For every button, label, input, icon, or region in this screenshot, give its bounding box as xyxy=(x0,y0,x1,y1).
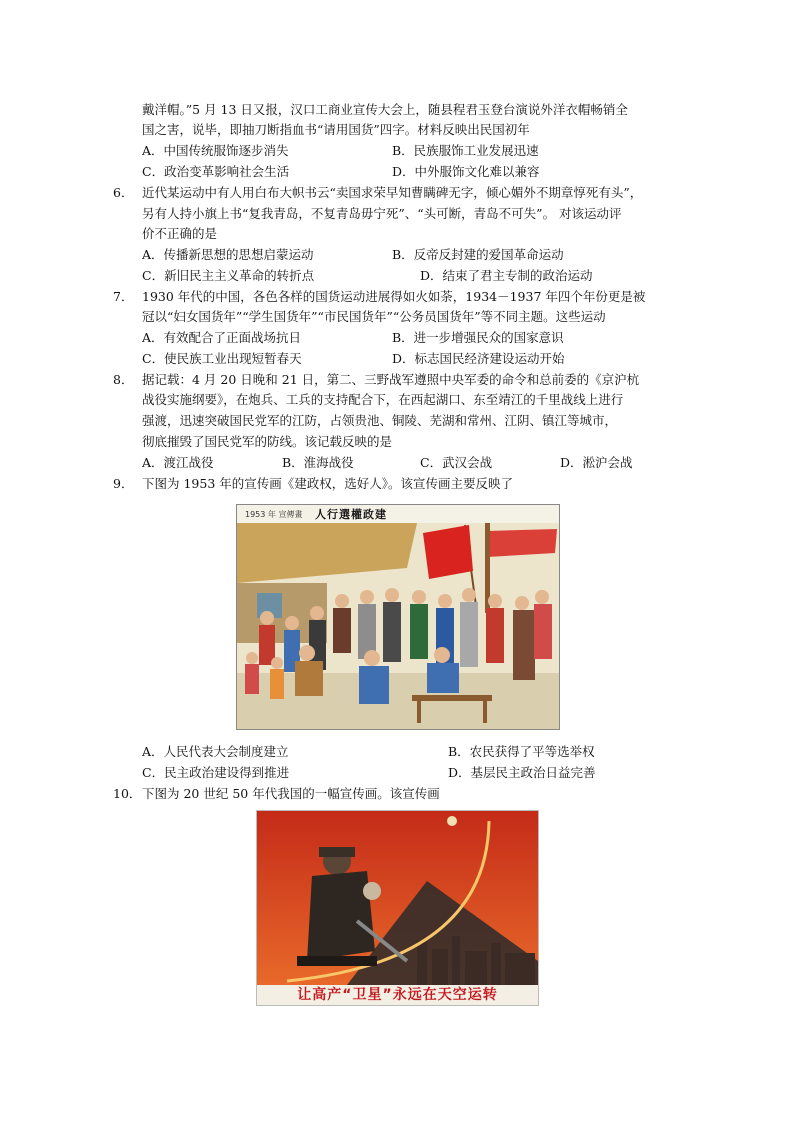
q5-option-b: B．民族服饰工业发展迅速 xyxy=(392,143,539,158)
q6-option-b: B．反帝反封建的爱国革命运动 xyxy=(392,247,564,262)
q9-option-b: B．农民获得了平等选举权 xyxy=(448,744,595,759)
q6-option-d: D．结束了君主专制的政治运动 xyxy=(420,268,593,283)
q9-option-a: A．人民代表大会制度建立 xyxy=(142,744,289,759)
q6-line-2: 另有人持小旗上书“复我青岛，不复青岛毋宁死”、“头可断，青岛不可失”。 对该运动评 xyxy=(142,206,622,221)
q9-option-c: C．民主政治建设得到推进 xyxy=(142,765,290,780)
q8-line-4: 彻底摧毁了国民党军的防线。该记载反映的是 xyxy=(142,434,393,449)
q6-line-3: 价不正确的是 xyxy=(142,226,218,241)
q9-line-1: 下图为 1953 年的宣传画《建政权，选好人》。该宣传画主要反映了 xyxy=(142,476,514,491)
poster-banner-text: 人行選權政建 xyxy=(315,508,387,521)
q7-option-d: D．标志国民经济建设运动开始 xyxy=(392,351,565,366)
q8-option-b: B．淮海战役 xyxy=(282,455,354,470)
q9-option-d: D．基层民主政治日益完善 xyxy=(448,765,596,780)
q7-option-a: A．有效配合了正面战场抗日 xyxy=(142,330,302,345)
q7-option-b: B．进一步增强民众的国家意识 xyxy=(392,330,564,345)
q10-number: 10． xyxy=(113,786,142,801)
q5-option-a: A．中国传统服饰逐步消失 xyxy=(142,143,289,158)
q5-option-c: C．政治变革影响社会生活 xyxy=(142,164,290,179)
q8-line-3: 强渡，迅速突破国民党军的江防，占领贵池、铜陵、芜湖和常州、江阴、镇江等城市， xyxy=(142,413,618,428)
q6-option-c: C．新旧民主主义革命的转折点 xyxy=(142,268,315,283)
q7-option-c: C．使民族工业出现短暂春天 xyxy=(142,351,302,366)
poster-slogan: 让高产“卫星”永远在天空运转 xyxy=(257,985,538,1005)
q8-number: 8． xyxy=(113,372,134,387)
q9-number: 9． xyxy=(113,476,134,491)
q8-line-2: 战役实施纲要》，在炮兵、工兵的支持配合下，在西起湖口、东至靖江的千里战线上进行 xyxy=(142,392,624,407)
q8-option-d: D．淞沪会战 xyxy=(560,455,633,470)
q8-option-a: A．渡江战役 xyxy=(142,455,214,470)
q6-option-a: A．传播新思想的思想启蒙运动 xyxy=(142,247,314,262)
steelworker-illustration xyxy=(257,811,538,985)
q10-line-1: 下图为 20 世纪 50 年代我国的一幅宣传画。该宣传画 xyxy=(142,786,440,801)
poster-banner xyxy=(237,505,559,523)
q7-number: 7． xyxy=(113,289,134,304)
q6-line-1: 近代某运动中有人用白布大帜书云“卖国求荣早知曹瞒碑无字，倾心媚外不期章惇死有头”， xyxy=(142,185,643,200)
q8-line-1: 据记载：4 月 20 日晚和 21 日，第二、三野战军遵照中央军委的命令和总前委的《京沪杭 xyxy=(142,372,640,387)
q6-number: 6． xyxy=(113,185,134,200)
election-poster-image xyxy=(236,504,560,730)
election-poster-illustration xyxy=(237,523,559,729)
intro-line-2: 国之害，说毕，即抽刀断指血书“请用国货”四字。材料反映出民国初年 xyxy=(142,122,530,137)
q7-line-2: 冠以“妇女国货年”“学生国货年”“市民国货年”“公务员国货年”等不同主题。这些运动 xyxy=(142,309,606,324)
q8-option-c: C．武汉会战 xyxy=(420,455,493,470)
q5-option-d: D．中外服饰文化难以兼容 xyxy=(392,164,540,179)
steel-satellite-poster-image xyxy=(256,810,539,1006)
intro-line-1: 戴洋帽。”5 月 13 日又报，汉口工商业宣传大会上，随县程君玉登台演说外洋衣帽畅销全 xyxy=(142,102,628,117)
q7-line-1: 1930 年代的中国，各色各样的国货运动进展得如火如荼，1934－1937 年四个年份更是被 xyxy=(142,289,646,304)
poster-small-caption: 1953 年 宣傳畫 xyxy=(245,510,303,519)
